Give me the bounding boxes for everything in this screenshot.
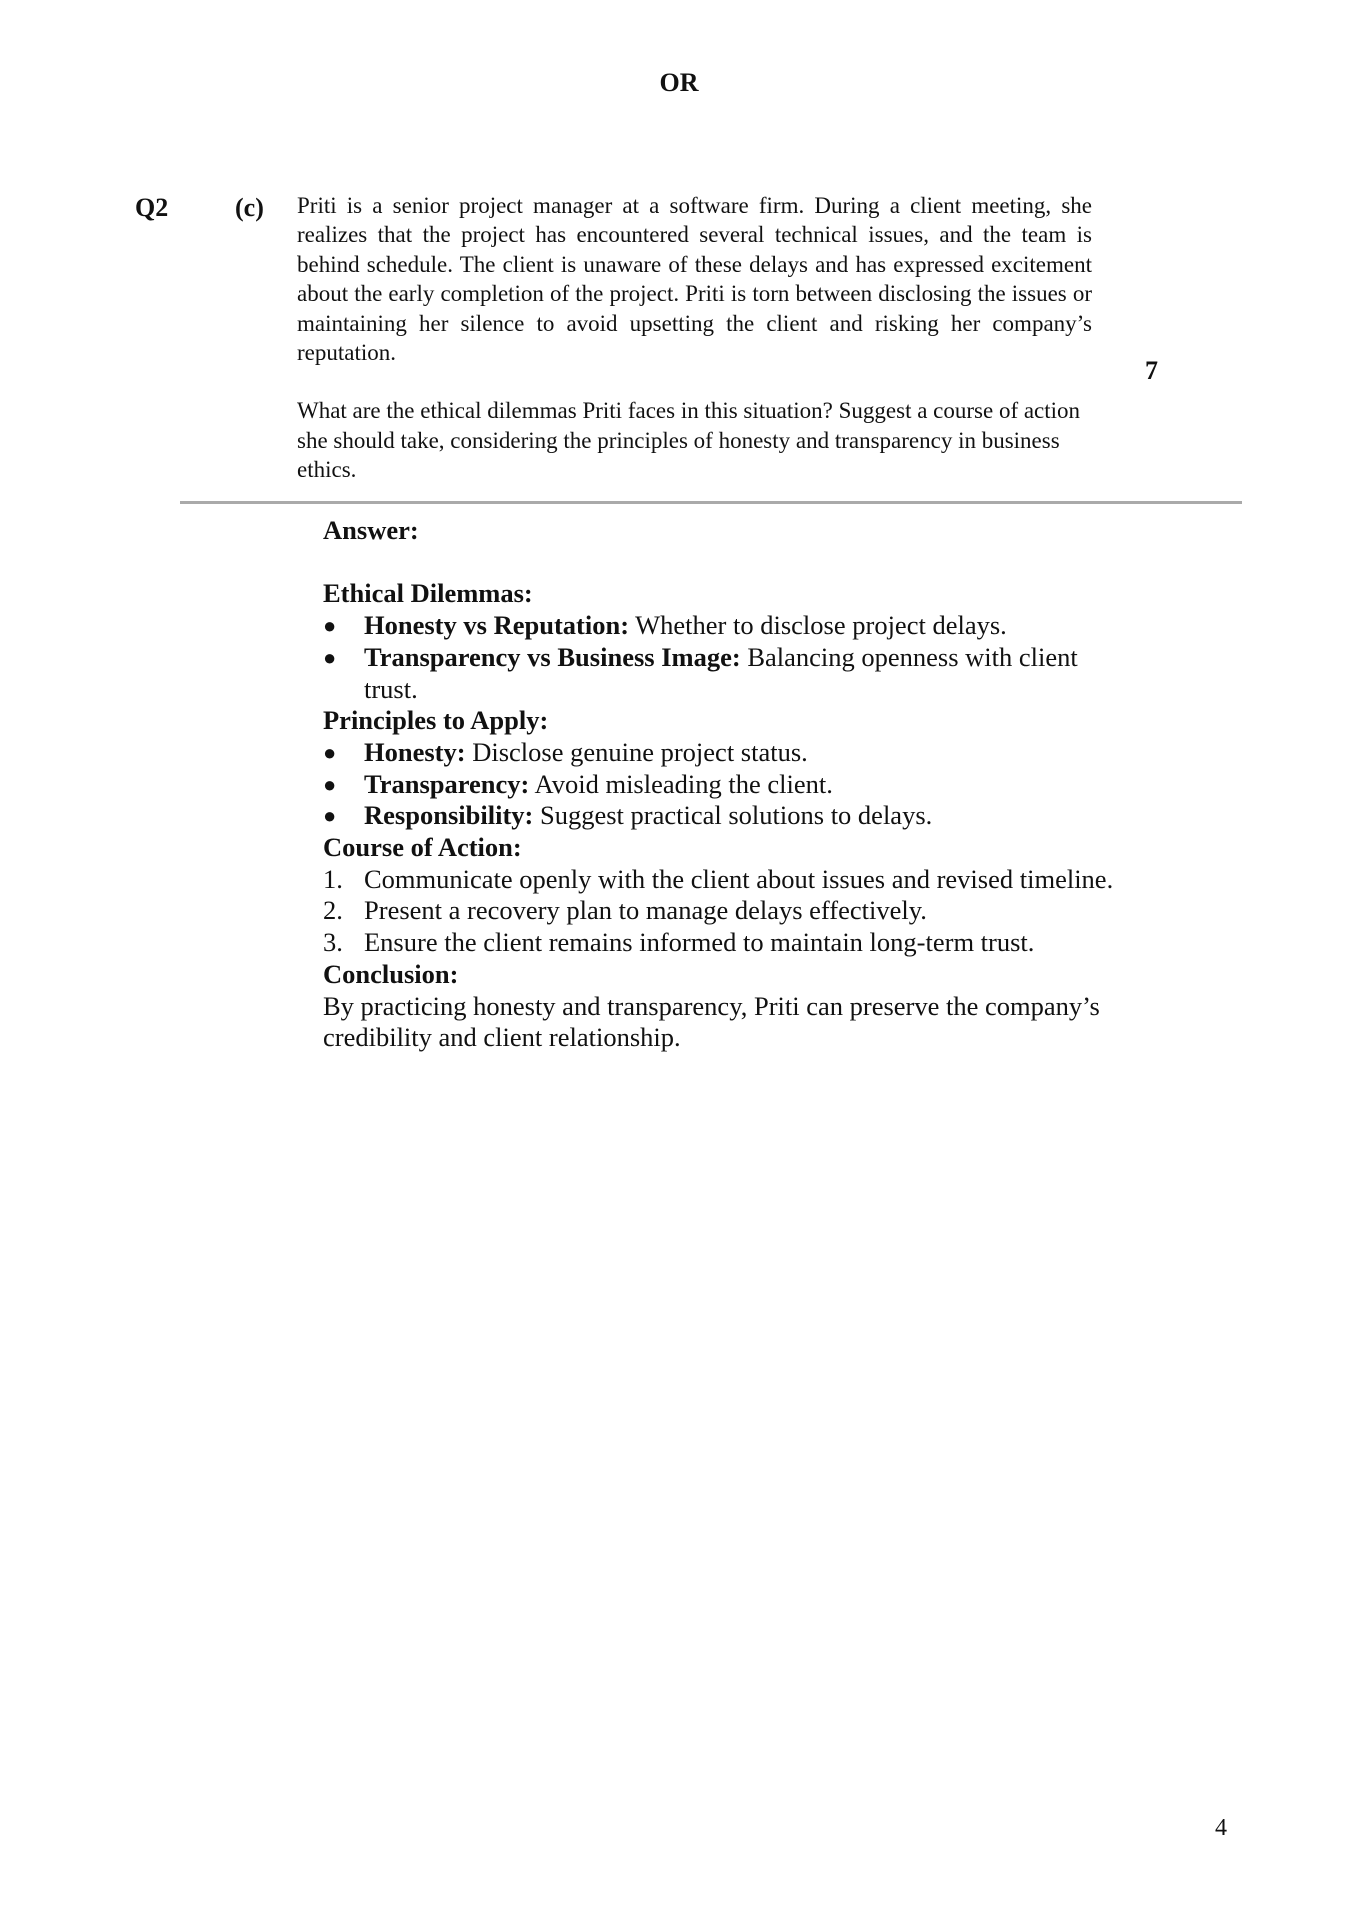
item-text: Suggest practical solutions to delays. <box>533 800 933 831</box>
item-number: 2. <box>323 895 343 926</box>
bullet-icon: ● <box>323 644 337 670</box>
item-text: Disclose genuine project status. <box>465 736 808 767</box>
list-item <box>323 610 1123 642</box>
conclusion-text: By practicing honesty and transparency, Priti can preserve the company’s credibility and client relationship. <box>323 990 1100 1053</box>
item-term: Honesty vs Reputation: <box>364 610 630 641</box>
list-item <box>323 864 1123 896</box>
dilemmas-list <box>323 610 1123 705</box>
list-item <box>323 769 1123 801</box>
item-text: Whether to disclose project delays. <box>629 610 1007 641</box>
bullet-icon: ● <box>323 739 337 765</box>
item-text: Balancing openness with client trust. <box>364 641 1078 704</box>
item-text: Avoid misleading the client. <box>529 768 833 799</box>
action-list <box>323 864 1123 959</box>
question-number: Q2 <box>135 193 169 222</box>
item-term: Responsibility: <box>364 800 534 831</box>
question-body <box>297 191 1092 485</box>
item-text: Present a recovery plan to manage delays effectively. <box>364 895 927 926</box>
list-item <box>323 927 1123 959</box>
action-heading: Course of Action: <box>323 832 522 863</box>
item-number: 1. <box>323 863 343 894</box>
principles-heading: Principles to Apply: <box>323 705 549 736</box>
question-scenario: Priti is a senior project manager at a software firm. During a client meeting, she realizes that the project has encountered several technical issues, and the team is behind schedule. The client is unaware of these delays and has expressed excitement about the early completion of the project. Priti is torn between disclosing the issues or maintaining her silence to avoid upsetting the client and risking her company’s reputation. <box>297 193 1092 366</box>
list-item <box>323 642 1123 705</box>
conclusion-heading: Conclusion: <box>323 958 459 989</box>
item-text: Ensure the client remains informed to maintain long-term trust. <box>364 927 1035 958</box>
question-marks: 7 <box>1145 356 1158 385</box>
bullet-icon: ● <box>323 613 337 639</box>
dilemmas-heading: Ethical Dilemmas: <box>323 578 533 609</box>
bullet-icon: ● <box>323 803 337 829</box>
principles-list <box>323 737 1123 832</box>
page-number: 4 <box>1215 1815 1227 1841</box>
item-text: Communicate openly with the client about issues and revised timeline. <box>364 863 1114 894</box>
bullet-icon: ● <box>323 771 337 797</box>
divider-line <box>180 501 1242 504</box>
spacer <box>323 547 1123 579</box>
or-heading: OR <box>659 68 699 97</box>
item-term: Transparency: <box>364 768 530 799</box>
question-task: What are the ethical dilemmas Priti faces in this situation? Suggest a course of action she should take, considering the principles of honesty and transparency in business ethics. <box>297 398 1081 483</box>
question-part: (c) <box>235 193 264 222</box>
list-item <box>323 895 1123 927</box>
item-term: Honesty: <box>364 736 466 767</box>
list-item <box>323 737 1123 769</box>
list-item <box>323 800 1123 832</box>
answer-section <box>323 515 1123 1054</box>
answer-label: Answer: <box>323 515 419 545</box>
item-number: 3. <box>323 927 343 958</box>
item-term: Transparency vs Business Image: <box>364 641 741 672</box>
